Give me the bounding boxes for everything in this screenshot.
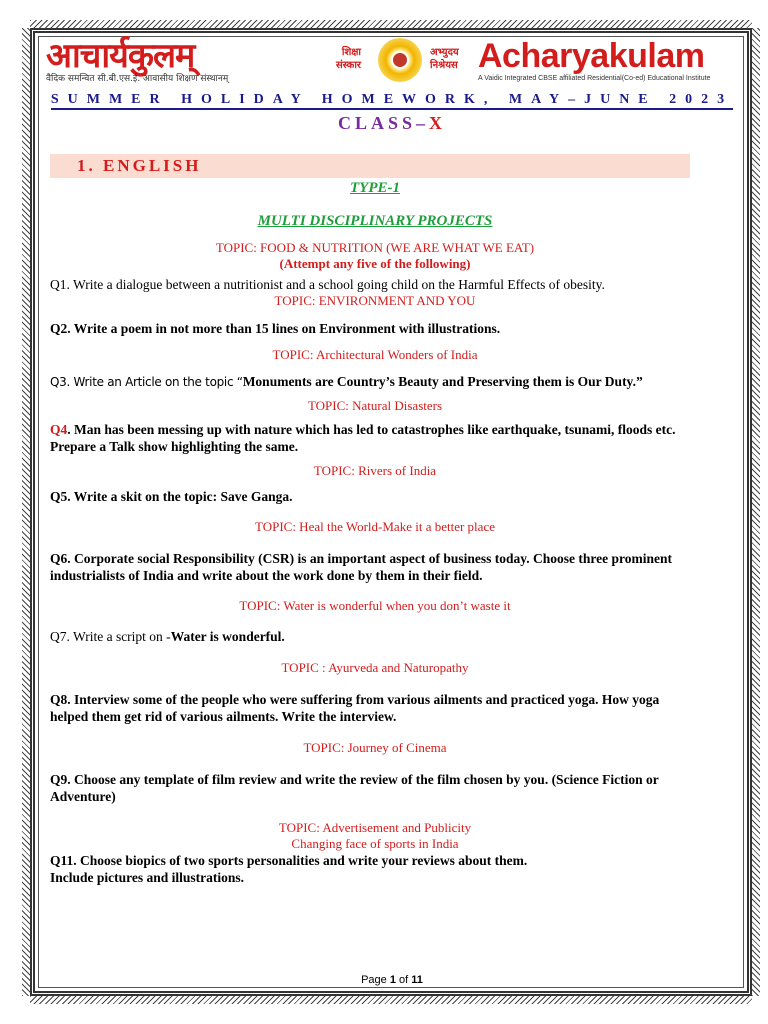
class-label: CLASS– (337, 113, 430, 133)
hindi-logo (46, 38, 306, 85)
topic-heading: TOPIC: Heal the World-Make it a better place (255, 519, 495, 534)
topic-heading: TOPIC: Advertisement and Publicity (278, 820, 472, 835)
projects-label: MULTI DISCIPLINARY PROJECTS (257, 213, 493, 229)
class-heading (42, 113, 742, 134)
question-7 (50, 628, 700, 645)
question-4 (50, 421, 700, 455)
page-border-hatch-right (752, 28, 760, 996)
of-word: of (399, 974, 409, 986)
question-3 (50, 373, 700, 391)
motto-right-line-2: निश्रेयस (430, 60, 458, 71)
document-title (42, 92, 742, 108)
question-5: Q5. Write a skit on the topic: Save Ganga. (50, 489, 293, 504)
question-3-prefix: Q3. Write an Article on the topic “ (50, 375, 243, 389)
motto-left-line-2: संस्कार (336, 60, 362, 71)
motto-right-line-1: अभ्युदय (430, 47, 459, 58)
question-4-label: Q4 (50, 422, 68, 437)
school-emblem-icon (378, 38, 422, 82)
topic-heading: TOPIC: Rivers of India (313, 463, 437, 478)
topic-heading: TOPIC: ENVIRONMENT AND YOU (274, 293, 476, 308)
motto-right (430, 46, 459, 72)
question-11: Q11. Choose biopics of two sports personalities and write your reviews about them. Include pictures and illustrations. (50, 853, 528, 885)
question-8: Q8. Interview some of the people who were suffering from various ailments and practiced yoga. How yoga helped them get rid of various ailments. Write the interview. (50, 692, 660, 724)
topic-note: (Attempt any five of the following) (279, 256, 471, 271)
topic-heading: TOPIC : Ayurveda and Naturopathy (281, 660, 469, 675)
page-word: Page (361, 974, 387, 986)
hindi-tagline: वैदिक समन्वित सी.बी.एस.ई. आवासीय शिक्षण संस्थानम् (46, 74, 229, 84)
question-9: Q9. Choose any template of film review and write the review of the film chosen by you. (Science Fiction or Adventure) (50, 772, 659, 804)
english-logo (478, 38, 742, 84)
page-number: 1 (389, 974, 396, 986)
question-3-topic: Monuments are Country’s Beauty and Preserving them is Our Duty.” (242, 374, 643, 389)
page-border-hatch-left (22, 28, 30, 996)
topic-subheading: Changing face of sports in India (291, 836, 459, 851)
question-2: Q2. Write a poem in not more than 15 lines on Environment with illustrations. (50, 321, 501, 336)
english-title: Acharyakulam (478, 37, 705, 75)
page-footer (42, 974, 742, 986)
type-label: TYPE-1 (350, 180, 400, 196)
english-tagline: A Vaidic Integrated CBSE affiliated Residential(Co-ed) Educational Institute (478, 75, 711, 82)
question-4-text: . Man has been messing up with nature which has led to catastrophes like earthquake, tsunami, floods etc. Prepare a Talk show highlighting the same. (50, 422, 676, 454)
page-total: 11 (411, 974, 423, 986)
topic-heading: TOPIC: Water is wonderful when you don’t waste it (239, 598, 511, 613)
question-1: Q1. Write a dialogue between a nutritionist and a school going child on the Harmful Effects of obesity. (50, 277, 605, 292)
page-border-hatch-bottom (30, 996, 752, 1004)
class-value: X (429, 113, 447, 133)
letterhead (42, 38, 742, 88)
motto-left-line-1: शिक्षा (341, 47, 362, 58)
topic-heading: TOPIC: Journey of Cinema (303, 740, 447, 755)
hindi-title: आचार्यकुलम् (46, 36, 195, 76)
homework-content (50, 180, 700, 886)
topic-heading: TOPIC: Natural Disasters (307, 398, 443, 413)
topic-heading: TOPIC: FOOD & NUTRITION (WE ARE WHAT WE EAT) (215, 240, 535, 255)
question-7-topic: Water is wonderful. (170, 629, 285, 644)
document-title-text: SUMMER HOLIDAY HOMEWORK, MAY–JUNE 2023 (51, 92, 733, 110)
question-6: Q6. Corporate social Responsibility (CSR) is an important aspect of business today. Choose three prominent industrialists of India and write about the work done by them in their field. (50, 551, 673, 583)
question-7-prefix: Q7. Write a script on - (50, 629, 171, 644)
section-heading: 1. ENGLISH (77, 156, 202, 175)
topic-heading: TOPIC: Architectural Wonders of India (272, 347, 478, 362)
page-border-hatch-top (30, 20, 752, 28)
emblem-center (391, 51, 409, 69)
motto-left (336, 46, 361, 72)
